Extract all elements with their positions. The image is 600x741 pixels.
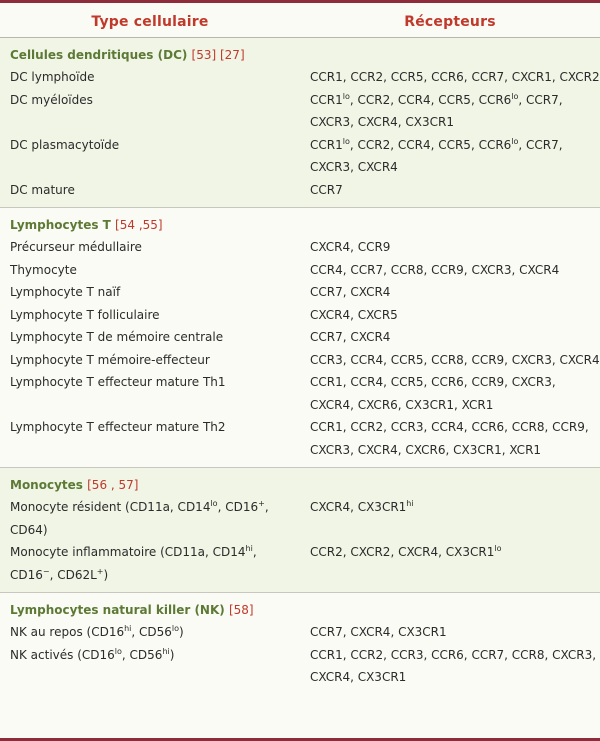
cell-type: Lymphocyte T effecteur mature Th1 (10, 375, 226, 389)
cell-type: DC plasmacytoïde (10, 137, 120, 152)
cell-type: Monocyte résident (CD11a, $CD14^{lo}$, CD16+, CD64) (10, 499, 269, 537)
cell-type: DC mature (10, 182, 75, 197)
table-row (0, 621, 600, 644)
receptors: CCR3, CCR4, CCR5, CCR8, CCR9, CXCR3, CXCR4 (310, 352, 600, 367)
cell-type: NK au repos ($CD16^{hi}$, $CD56^{lo}$) (10, 624, 184, 639)
table-row (0, 326, 600, 349)
section-refs: [56 , 57] (87, 478, 139, 492)
table-row (0, 179, 600, 202)
section-dendritic-cells (0, 38, 600, 208)
cell-type: Lymphocyte T de mémoire centrale (10, 330, 224, 344)
receptors: CCR4, CCR7, CCR8, CCR9, CXCR3, CXCR4 (310, 262, 560, 277)
cell-type: Lymphocyte T mémoire-effecteur (10, 352, 210, 367)
table-row (0, 349, 600, 372)
cell-type: DC myéloïdes (10, 92, 93, 107)
table-row (0, 371, 600, 416)
table-row (0, 259, 600, 282)
receptors: CCR1, CCR2, CCR3, CCR6, CCR7, CCR8, CXCR3, CXCR4, CX3CR1 (310, 647, 597, 684)
section-refs: [53] [27] (191, 48, 245, 62)
cell-type: Précurseur médullaire (10, 240, 142, 254)
section-t-lymphocytes (0, 208, 600, 468)
section-refs: [58] (228, 603, 254, 617)
receptors: CCR1, CCR2, CCR5, CCR6, CCR7, CXCR1, CXCR2 (310, 70, 600, 84)
section-title: Lymphocytes natural killer (NK) (10, 603, 225, 617)
cell-type: Lymphocyte T folliculaire (10, 307, 160, 322)
section-title: Lymphocytes T (10, 218, 111, 232)
receptors: CCR1, CCR4, CCR5, CCR6, CCR9, CXCR3, CXCR4, CXCR6, CX3CR1, XCR1 (310, 375, 556, 412)
table-row (0, 644, 600, 689)
receptors: CXCR4, CXCR5 (310, 307, 398, 322)
cell-type: DC lymphoïde (10, 70, 95, 84)
receptors: $CCR1^{lo}$, CCR2, CCR4, CCR5, $CCR6^{lo}$, CCR7, CXCR3, CXCR4 (310, 136, 563, 174)
table-row (0, 89, 600, 134)
receptors: CCR2, CXCR2, CXCR4, $CX3CR1^{lo}$ (310, 544, 502, 559)
receptors: CCR1, CCR2, CCR3, CCR4, CCR6, CCR8, CCR9, CXCR3, CXCR4, CXCR6, CX3CR1, XCR1 (310, 420, 589, 457)
section-title: Cellules dendritiques (DC) (10, 48, 188, 62)
cell-type: Lymphocyte T naïf (10, 285, 121, 299)
section-nk-cells (0, 593, 600, 695)
section-title: Monocytes (10, 478, 83, 492)
cell-type: Lymphocyte T effecteur mature Th2 (10, 420, 226, 434)
receptors: CCR7, CXCR4, CX3CR1 (310, 625, 447, 639)
table-row (0, 304, 600, 327)
cell-type: Thymocyte (10, 262, 77, 277)
table-row (0, 496, 600, 541)
table-row (0, 236, 600, 259)
receptors: CXCR4, $CX3CR1^{hi}$ (310, 499, 414, 514)
table-row (0, 541, 600, 586)
table-row (0, 416, 600, 461)
cell-type: Monocyte inflammatoire (CD11a, $CD14^{hi}$, CD16−, CD62L+) (10, 544, 257, 582)
receptors: $CCR1^{lo}$, CCR2, CCR4, CCR5, $CCR6^{lo}$, CCR7, CXCR3, CXCR4, CX3CR1 (310, 91, 563, 129)
table-row (0, 281, 600, 304)
table-header (0, 3, 600, 38)
cell-type: NK activés ($CD16^{lo}$, $CD56^{hi}$) (10, 646, 175, 662)
receptors: CCR7, CXCR4 (310, 330, 391, 344)
section-refs: [54 ,55] (115, 218, 163, 232)
table-row (0, 134, 600, 179)
receptors: CCR7 (310, 182, 343, 197)
table-row (0, 66, 600, 89)
receptors: CXCR4, CCR9 (310, 240, 391, 254)
header-receptors: Récepteurs (404, 13, 496, 30)
receptors: CCR7, CXCR4 (310, 285, 391, 299)
header-cell-type: Type cellulaire (91, 13, 209, 30)
section-monocytes (0, 468, 600, 593)
